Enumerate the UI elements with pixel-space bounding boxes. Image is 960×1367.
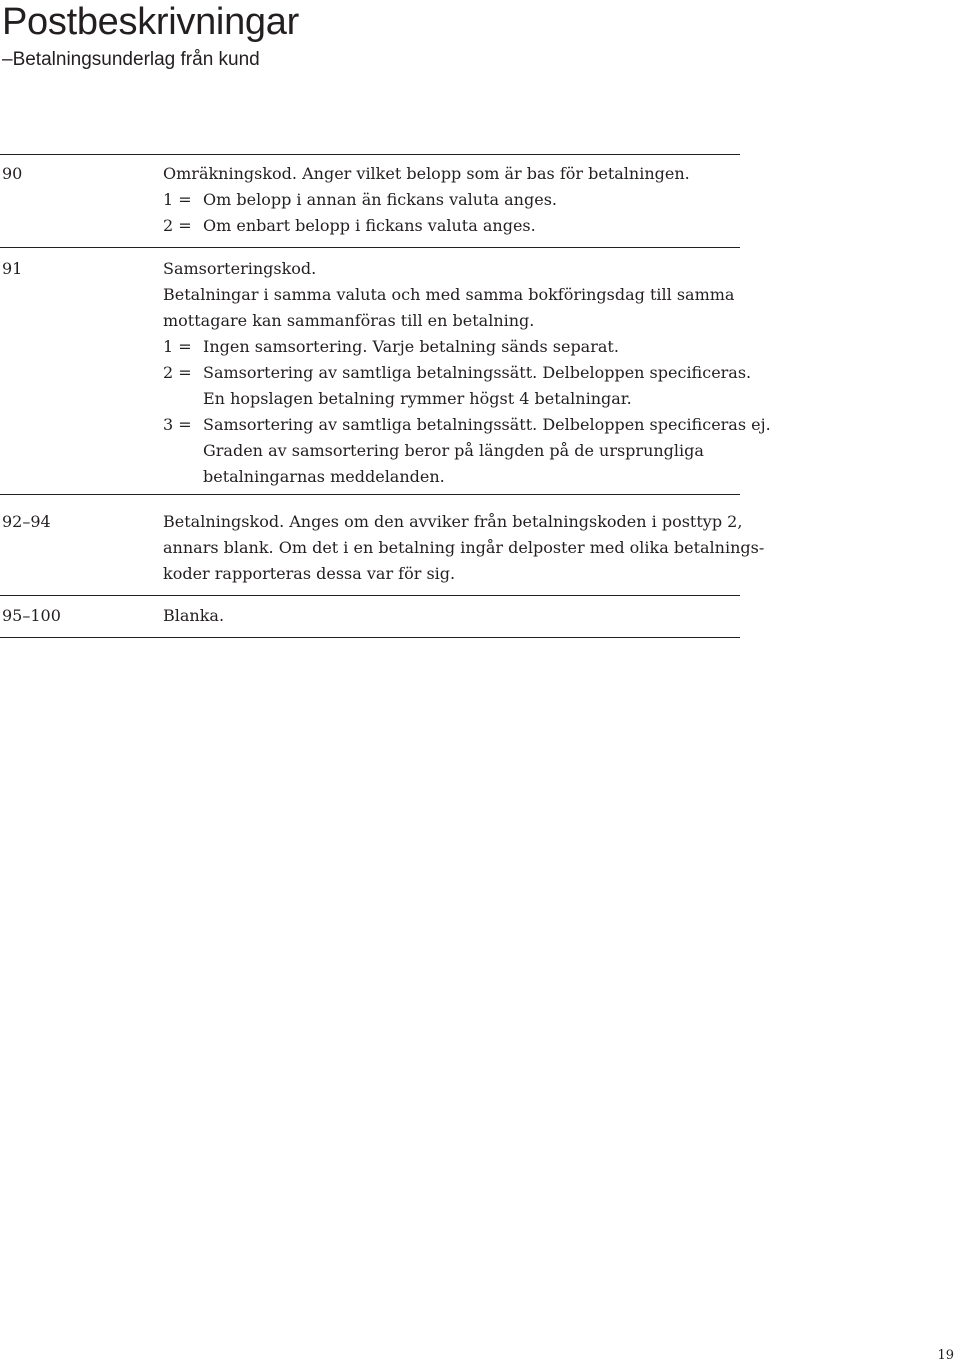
field-description xyxy=(163,603,743,629)
field-code: 90 xyxy=(2,164,23,183)
field-code: 92–94 xyxy=(2,512,51,531)
option-item xyxy=(163,360,752,386)
row-divider xyxy=(0,595,740,596)
option-text-continued: Graden av samsortering beror på längden på de ursprungliga xyxy=(203,441,704,460)
description-line: koder rapporteras dessa var för sig. xyxy=(163,564,456,583)
description-line: Betalningskod. Anges om den avviker från betalningskoden i posttyp 2, xyxy=(163,512,743,531)
description-line: annars blank. Om det i en betalning ingår delposter med olika betalnings- xyxy=(163,538,765,557)
row-divider xyxy=(0,494,740,495)
option-text: Ingen samsortering. Varje betalning sänds separat. xyxy=(203,337,619,356)
field-description xyxy=(163,256,771,490)
description-line: mottagare kan sammanföras till en betalning. xyxy=(163,311,535,330)
option-text-continued: En hopslagen betalning rymmer högst 4 betalningar. xyxy=(203,389,632,408)
description-line: Blanka. xyxy=(163,606,225,625)
option-key: 1 = xyxy=(163,190,192,209)
page-title: Postbeskrivningar xyxy=(2,1,299,43)
option-text: Samsortering av samtliga betalningssätt. Delbeloppen specificeras ej. xyxy=(203,415,771,434)
option-text: Samsortering av samtliga betalningssätt. Delbeloppen specificeras. xyxy=(203,363,752,382)
description-line: Samsorteringskod. xyxy=(163,259,317,278)
description-line: Omräkningskod. Anger vilket belopp som är bas för betalningen. xyxy=(163,164,690,183)
option-text-continued: betalningarnas meddelanden. xyxy=(203,467,445,486)
option-key: 2 = xyxy=(163,216,192,235)
page-number: 19 xyxy=(937,1348,954,1363)
row-divider xyxy=(0,154,740,155)
field-code: 91 xyxy=(2,259,23,278)
description-line: Betalningar i samma valuta och med samma bokföringsdag till samma xyxy=(163,285,735,304)
row-divider xyxy=(0,247,740,248)
field-description xyxy=(163,161,743,239)
page-subtitle: –Betalningsunderlag från kund xyxy=(2,49,260,70)
option-text: Om belopp i annan än fickans valuta anges. xyxy=(203,190,557,209)
table-bottom-rule xyxy=(0,637,740,638)
option-item xyxy=(163,412,771,438)
field-code: 95–100 xyxy=(2,606,61,625)
field-description xyxy=(163,509,765,587)
option-item xyxy=(163,213,743,239)
option-key: 1 = xyxy=(163,337,192,356)
option-key: 3 = xyxy=(163,415,192,434)
option-item xyxy=(163,334,743,360)
option-text: Om enbart belopp i fickans valuta anges. xyxy=(203,216,536,235)
option-key: 2 = xyxy=(163,363,192,382)
option-item xyxy=(163,187,743,213)
